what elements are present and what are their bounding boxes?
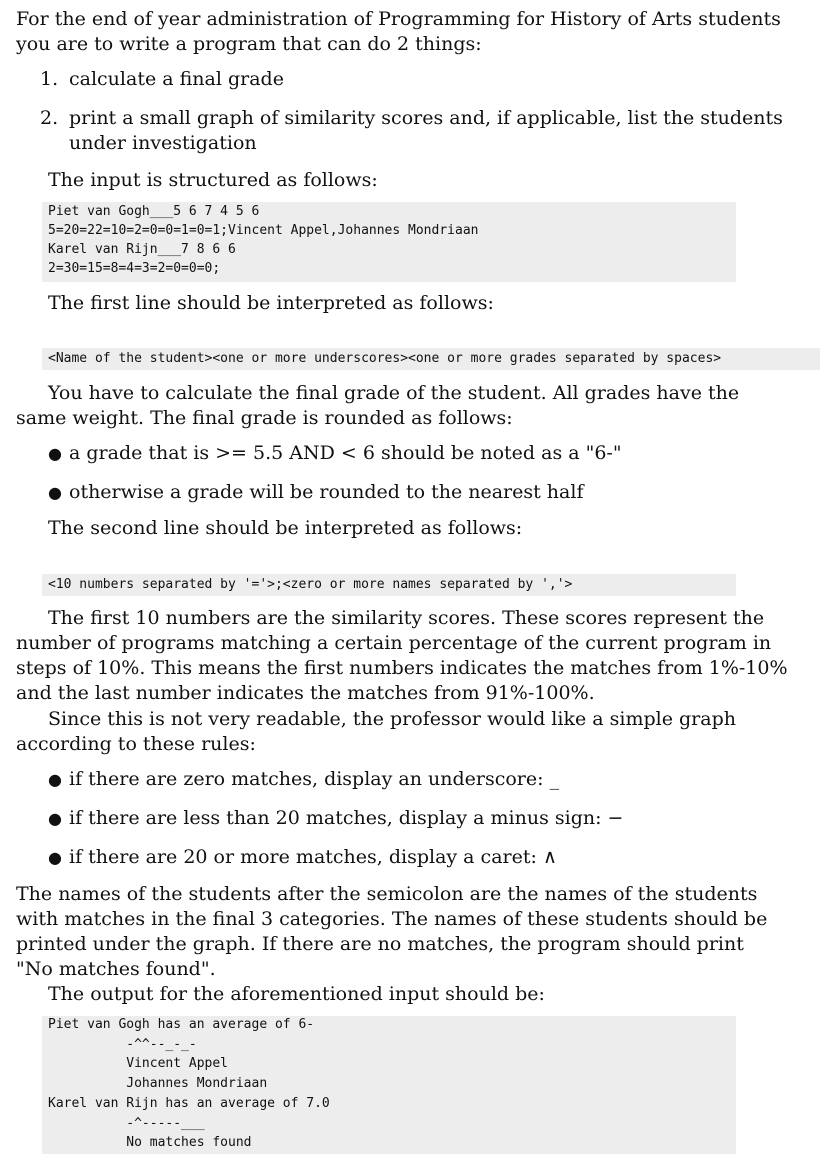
bullet-icon: ● xyxy=(48,483,62,502)
code-line: 2=30=15=8=4=3=2=0=0=0; xyxy=(48,261,221,276)
names-line: "No matches found". xyxy=(16,958,216,980)
similarity-line: steps of 10%. This means the first numbers indicates the matches from 1%-10% xyxy=(16,657,788,679)
names-paragraph xyxy=(16,882,768,982)
output-code-block xyxy=(42,1016,736,1154)
code-line: Karel van Rijn has an average of 7.0 xyxy=(48,1096,330,1111)
intro-line: For the end of year administration of Programming for History of Arts students xyxy=(16,8,781,30)
rounding-rule: otherwise a grade will be rounded to the nearest half xyxy=(69,481,584,503)
underscore-symbol: _ xyxy=(549,768,560,790)
graph-rule-text: if there are 20 or more matches, display a caret: xyxy=(69,846,537,868)
bullet-icon: ● xyxy=(48,809,62,828)
task-number: 2. xyxy=(40,107,59,129)
rounding-rule: a grade that is >= 5.5 AND < 6 should be noted as a "6-" xyxy=(69,442,622,464)
code-line: Karel van Rijn___7 8 6 6 xyxy=(48,242,236,257)
second-line-format-box xyxy=(42,574,736,596)
code-line: -^-----___ xyxy=(48,1116,205,1131)
first-line-heading: The first line should be interpreted as follows: xyxy=(48,292,494,314)
grade-paragraph xyxy=(16,381,740,431)
code-line: Vincent Appel xyxy=(48,1056,229,1071)
task-number: 1. xyxy=(40,68,59,90)
second-line-format: <10 numbers separated by '='>;<zero or more names separated by ','> xyxy=(48,577,573,592)
similarity-line: The first 10 numbers are the similarity scores. These scores represent the xyxy=(48,607,765,629)
first-line-format: <Name of the student><one or more underscores><one or more grades separated by spaces> xyxy=(48,351,722,366)
graph-rule xyxy=(69,768,559,790)
bullet-icon: ● xyxy=(48,444,62,463)
output-heading: The output for the aforementioned input should be: xyxy=(48,983,545,1005)
graph-rule-text: if there are zero matches, display an underscore: xyxy=(69,768,544,790)
similarity-paragraph xyxy=(16,606,788,706)
similarity-line: number of programs matching a certain percentage of the current program in xyxy=(16,632,772,654)
intro-paragraph xyxy=(16,7,781,57)
grade-line: You have to calculate the final grade of the student. All grades have the xyxy=(48,382,740,404)
graph-rule xyxy=(69,846,557,868)
code-line: Johannes Mondriaan xyxy=(48,1076,268,1091)
code-line: No matches found xyxy=(48,1135,252,1150)
code-line: Piet van Gogh___5 6 7 4 5 6 xyxy=(48,204,260,219)
input-code-block xyxy=(42,202,736,282)
intro-line: you are to write a program that can do 2 things: xyxy=(16,33,482,55)
caret-symbol: ∧ xyxy=(542,846,557,868)
code-line: 5=20=22=10=2=0=0=1=0=1;Vincent Appel,Johannes Mondriaan xyxy=(48,223,479,238)
similarity-line: and the last number indicates the matches from 91%-100%. xyxy=(16,682,595,704)
bullet-icon: ● xyxy=(48,848,62,867)
graph-paragraph xyxy=(16,707,736,757)
first-line-format-box xyxy=(42,348,820,370)
graph-rule-text: if there are less than 20 matches, display a minus sign: xyxy=(69,807,602,829)
task-text: calculate a final grade xyxy=(69,68,284,90)
grade-line: same weight. The final grade is rounded as follows: xyxy=(16,407,513,429)
names-line: The names of the students after the semicolon are the names of the students xyxy=(16,883,758,905)
code-line: Piet van Gogh has an average of 6- xyxy=(48,1017,315,1032)
graph-line: according to these rules: xyxy=(16,733,256,755)
second-line-heading: The second line should be interpreted as follows: xyxy=(48,517,523,539)
input-heading: The input is structured as follows: xyxy=(48,169,378,191)
names-line: printed under the graph. If there are no matches, the program should print xyxy=(16,933,744,955)
graph-line: Since this is not very readable, the professor would like a simple graph xyxy=(48,708,736,730)
names-line: with matches in the final 3 categories. The names of these students should be xyxy=(16,908,768,930)
code-line: -^^--_-_- xyxy=(48,1037,197,1052)
task-text: print a small graph of similarity scores and, if applicable, list the students xyxy=(69,107,783,129)
minus-symbol: − xyxy=(607,807,624,829)
bullet-icon: ● xyxy=(48,770,62,789)
task-text: under investigation xyxy=(69,132,257,154)
graph-rule xyxy=(69,807,623,829)
